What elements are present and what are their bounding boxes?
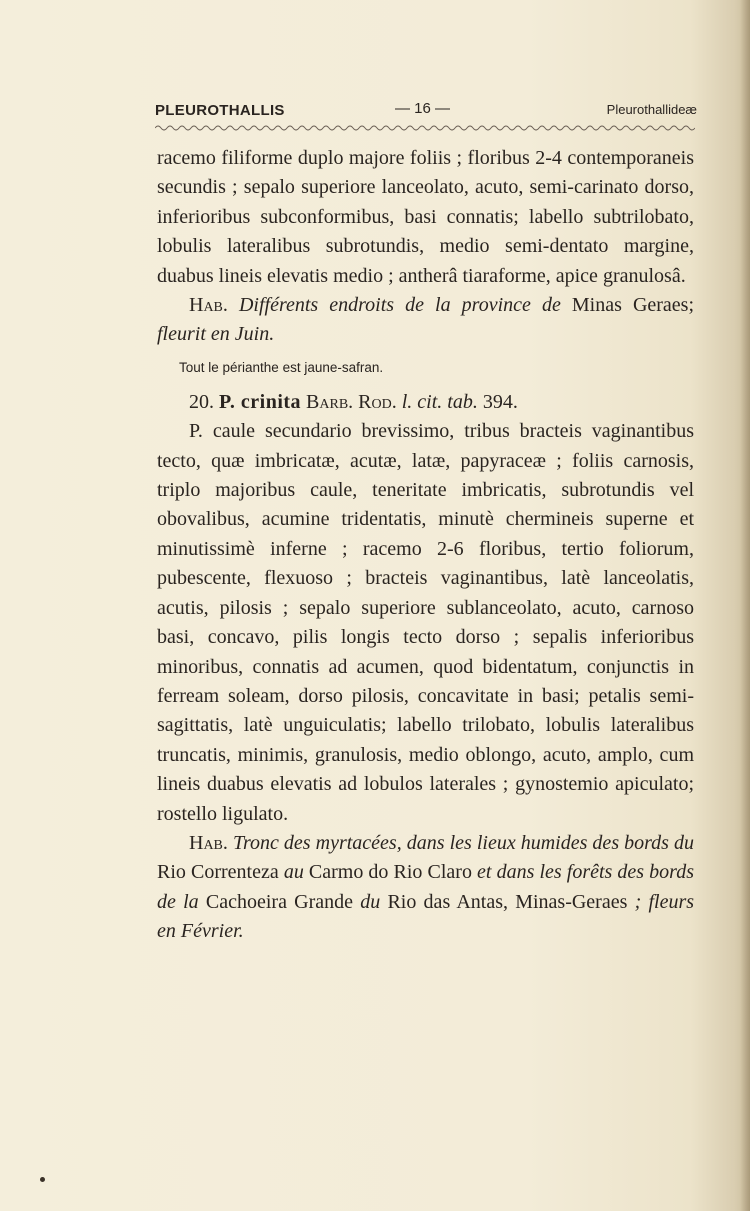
hab-label-2: Hab. [189,831,228,854]
species-reference: l. cit. tab. [401,390,478,413]
hab-text-1: Différents endroits de la province de [238,294,561,317]
page-body [157,144,694,947]
hab-sep-1: ; [688,294,695,317]
description-paragraph-1: racemo filiforme duplo majore foliis ; floribus 2-4 contemporaneis secundis ; sepalo superiore lanceolato, acuto, semi-carinato dorso, inferioribus subconformibus, basi connatis; labello subtrilobato, lobulis lateralibus subrotundis, medio semi-dentato margine, duabus lineis elevatis medio ; antherâ tiaraforme, apice granulosâ. [157,147,694,287]
hab2-e: et dans les forêts des bords de la [157,861,694,913]
hab2-a: Tronc des myrtacées, dans les lieux humides des bords du [232,831,695,854]
header-genus: PLEUROTHALLIS [155,102,285,119]
hab2-d: Carmo do Rio Claro [308,861,472,884]
description-paragraph-2: P. caule secundario brevissimo, tribus bracteis vaginantibus tecto, quæ imbricatæ, acutæ, latæ, papyraceæ ; foliis carnosis, triplo majoribus caule, teneritate imbricatis, subrotundis vel obovalibus, acumine tridentatis, minutè chermineis superne et minutissimè inferne ; racemo 2-6 floribus, tertio foliorum, pubescente, flexuoso ; bracteis vaginantibus, latè lanceolatis, acutis, pilosis ; sepalo superiore sublanceolato, acuto, carnoso basi, concavo, pilis longis tecto dorso ; sepalis inferioribus minoribus, connatis ad acumen, quod bidentatum, conjunctis in ferream soleam, dorso pilosis, concavitate in basi; petalis semi-sagittatis, latè unguiculatis; labello trilobato, lobulis lateralibus truncatis, minimis, granulosis, medio oblongo, acuto, amplo, cum lineis duabus elevatis ad lobulos laterales ; gynostemio apiculato; rostello ligulato. [157,420,694,825]
hab2-c: au [283,861,304,884]
hab2-i: ; fleurs en Février. [157,890,695,943]
habitat-paragraph-1 [157,291,694,350]
wavy-rule [155,124,695,132]
species-plate-number: 394. [482,390,518,413]
page-spine-shadow [740,0,750,1211]
header-family: Pleurothallideæ [606,102,697,117]
habitat-paragraph-2 [157,829,694,947]
running-header [155,100,697,124]
hab2-h: Rio das Antas, Minas-Geraes [387,890,628,913]
ink-speck [40,1177,45,1182]
species-heading [157,388,694,417]
perianth-note: Tout le périanthe est jaune-safran. [179,359,384,375]
hab2-g: du [360,890,381,913]
hab-place-1: Minas Geraes [571,294,689,317]
hab2-b: Rio Correnteza [157,861,279,884]
hab-flowering-1: fleurit en Juin. [157,323,275,346]
hab-label: Hab. [189,294,228,317]
hab2-f: Cachoeira Grande [205,890,354,913]
species-number: 20. [189,390,214,413]
header-page-number: — 16 — [395,100,451,117]
species-name: P. crinita [219,390,302,413]
species-author: Barb. Rod. [306,390,397,413]
